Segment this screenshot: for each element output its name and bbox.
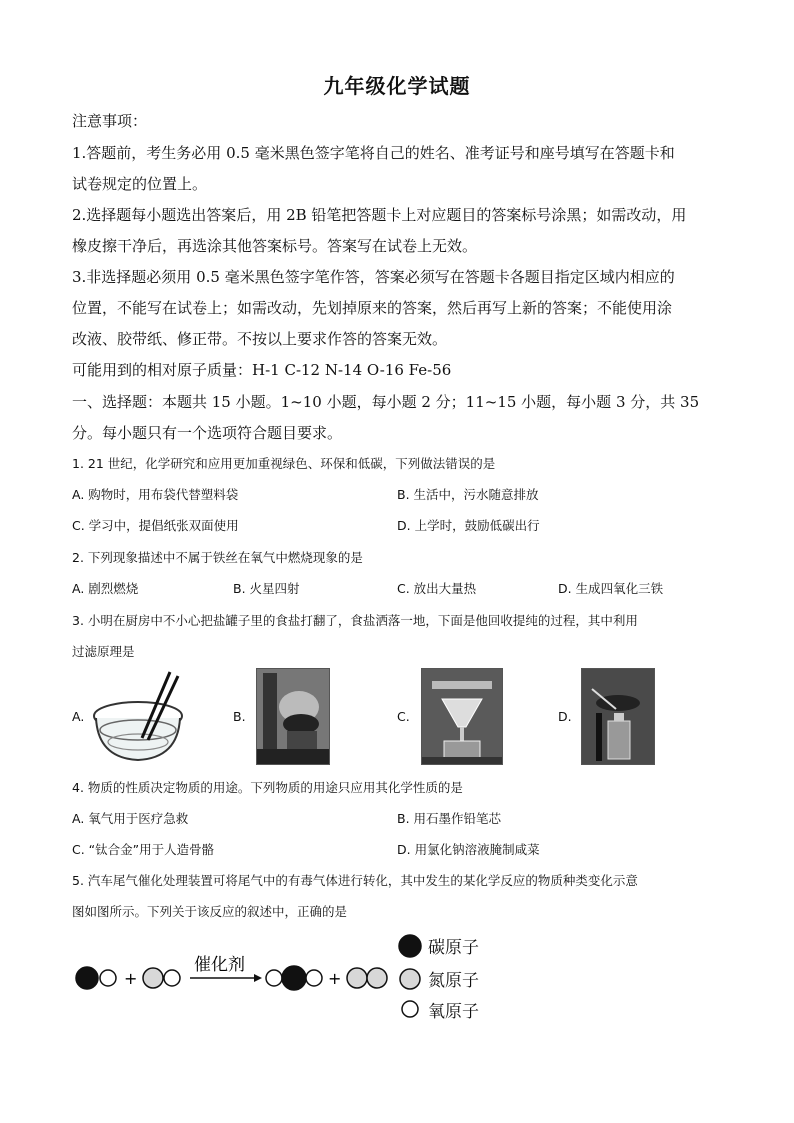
q3-option-a: A. — [72, 709, 85, 724]
legend-nitrogen-icon — [400, 969, 420, 989]
notice-line: 改液、胶带纸、修正带。不按以上要求作答的答案无效。 — [72, 330, 448, 348]
q4-stem: 4. 物质的性质决定物质的用途。下列物质的用途只应用其化学性质的是 — [72, 780, 463, 795]
legend-carbon-label: 碳原子 — [428, 938, 479, 958]
q2-option-d: D. 生成四氧化三铁 — [558, 581, 664, 596]
q2-option-c: C. 放出大量热 — [397, 581, 477, 596]
q1-option-c: C. 学习中，提倡纸张双面使用 — [72, 518, 239, 533]
q1-option-a: A. 购物时，用布袋代替塑料袋 — [72, 487, 239, 502]
n2-molecule — [347, 968, 387, 988]
evaporation-photo-image — [581, 668, 655, 765]
notice-line: 橡皮擦干净后，再选涂其他答案标号。答案写在试卷上无效。 — [72, 237, 478, 255]
notice-line: 3.非选择题必须用 0.5 毫米黑色签字笔作答，答案必须写在答题卡各题目指定区域内相应的 — [72, 268, 675, 286]
notice-line: 试卷规定的位置上。 — [72, 175, 208, 193]
legend-oxygen-label: 氧原子 — [428, 1002, 479, 1022]
q4-option-a: A. 氧气用于医疗急救 — [72, 811, 189, 826]
notice-line: 位置，不能写在试卷上；如需改动，先划掉原来的答案，然后再写上新的答案；不能使用涂 — [72, 299, 673, 317]
catalyst-label: 催化剂 — [194, 955, 245, 975]
q1-option-d: D. 上学时，鼓励低碳出行 — [397, 518, 540, 533]
q3-option-d: D. — [558, 709, 572, 724]
page-title: 九年级化学试题 — [323, 74, 471, 98]
reaction-diagram — [70, 930, 490, 1020]
notice-line: 1.答题前，考生务必用 0.5 毫米黑色签字笔将自己的姓名、准考证号和座号填写在答题卡和 — [72, 144, 675, 162]
q3-option-c: C. — [397, 709, 410, 724]
q1-option-b: B. 生活中，污水随意排放 — [397, 487, 539, 502]
notice-heading: 注意事项： — [72, 112, 148, 130]
section-heading: 分。每小题只有一个选项符合题目要求。 — [72, 424, 343, 442]
filtration-photo-image — [421, 668, 503, 765]
q1-stem: 1. 21 世纪，化学研究和应用更加重视绿色、环保和低碳，下列做法错误的是 — [72, 456, 496, 471]
q3-option-b: B. — [233, 709, 246, 724]
plus-sign: + — [124, 969, 138, 988]
legend-carbon-icon — [399, 935, 421, 957]
notice-line: 2.选择题每小题选出答案后，用 2B 铅笔把答题卡上对应题目的答案标号涂黑；如需改动，用 — [72, 206, 687, 224]
heating-photo-image — [256, 668, 330, 765]
dissolving-beaker-image — [90, 668, 186, 768]
q2-option-a: A. 剧烈燃烧 — [72, 581, 139, 596]
section-heading: 一、选择题：本题共 15 小题。1~10 小题，每小题 2 分；11~15 小题，每小题 3 分，共 35 — [72, 393, 700, 411]
q5-stem: 5. 汽车尾气催化处理装置可将尾气中的有毒气体进行转化，其中发生的某化学反应的物质种类变化示意 — [72, 873, 638, 888]
q2-stem: 2. 下列现象描述中不属于铁丝在氧气中燃烧现象的是 — [72, 550, 363, 565]
no-molecule — [143, 968, 180, 988]
co-molecule — [76, 967, 116, 989]
q4-option-d: D. 用氯化钠溶液腌制咸菜 — [397, 842, 540, 857]
plus-sign: + — [328, 969, 342, 988]
q2-option-b: B. 火星四射 — [233, 581, 300, 596]
q3-stem: 过滤原理是 — [72, 644, 135, 659]
q3-stem: 3. 小明在厨房中不小心把盐罐子里的食盐打翻了，食盐洒落一地，下面是他回收提纯的过程，其中利用 — [72, 613, 638, 628]
q4-option-b: B. 用石墨作铅笔芯 — [397, 811, 502, 826]
legend-nitrogen-label: 氮原子 — [428, 971, 479, 991]
q4-option-c: C. “钛合金”用于人造骨骼 — [72, 842, 215, 857]
legend-oxygen-icon — [402, 1001, 418, 1017]
atomic-mass-line: 可能用到的相对原子质量：H-1 C-12 N-14 O-16 Fe-56 — [72, 361, 452, 379]
q5-stem: 图如图所示。下列关于该反应的叙述中，正确的是 — [72, 904, 348, 919]
co2-molecule — [266, 966, 322, 990]
